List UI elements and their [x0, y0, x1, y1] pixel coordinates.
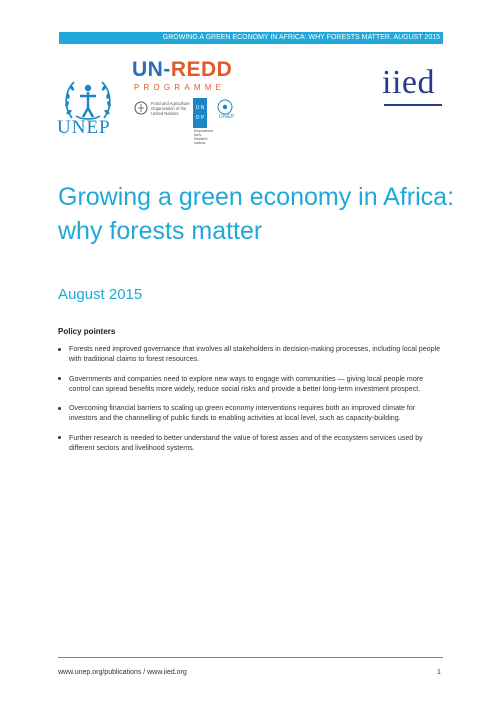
list-item: [58, 344, 443, 364]
footer-links[interactable]: www.unep.org/publications / www.iied.org: [58, 669, 187, 676]
unep-wordmark: UNEP: [57, 117, 111, 138]
list-item: [58, 374, 443, 394]
bullet-icon: [58, 377, 61, 380]
policy-pointer-text: Overcoming financial barriers to scaling up green economy interventions requires both an improved climate for investors and the channelling of public funds to enabling activities at local level, such as capacity-building.: [69, 404, 416, 422]
unredd-un: UN-: [132, 58, 171, 81]
undp-caption: Empowered lives. Resilient nations.: [194, 129, 213, 145]
bullet-icon: [58, 407, 61, 410]
list-item: [58, 403, 443, 423]
page-number: 1: [437, 669, 441, 676]
document-date: August 2015: [58, 286, 143, 303]
running-header: GROWING A GREEN ECONOMY IN AFRICA: WHY FORESTS MATTER. AUGUST 2015: [59, 32, 443, 44]
policy-pointer-text: Governments and companies need to explore new ways to engage with communities — giving local people more control can spread benefits more widely, reduce social risks and provide a better long-term investment prospect.: [69, 374, 424, 393]
iied-underline: [384, 104, 442, 106]
unep-small-wordmark: UNEP: [219, 114, 235, 120]
footer-divider: [58, 657, 443, 658]
unredd-wordmark: [132, 58, 232, 82]
fao-caption: Food and Agriculture Organization of the United Nations: [151, 101, 190, 116]
policy-pointer-text: Further research is needed to better understand the value of forest asses and of the ecosystem services used by different sectors and livelihood systems.: [69, 433, 423, 452]
svg-text:D P: D P: [195, 115, 205, 121]
policy-pointer-text: Forests need improved governance that involves all stakeholders in decision-making processes, including local people with traditional claims to forest resources.: [69, 345, 441, 363]
bullet-icon: [58, 348, 61, 351]
unredd-redd: REDD: [170, 58, 233, 81]
unredd-programme: PROGRAMME: [134, 83, 226, 92]
policy-pointers-heading: Policy pointers: [58, 327, 116, 336]
document-title: Growing a green economy in Africa: why forests matter: [58, 183, 455, 245]
svg-text:U N: U N: [195, 105, 205, 111]
policy-pointers-list: [58, 344, 443, 462]
bullet-icon: [58, 436, 61, 439]
iied-logo: iied: [382, 64, 435, 101]
list-item: [58, 433, 443, 453]
